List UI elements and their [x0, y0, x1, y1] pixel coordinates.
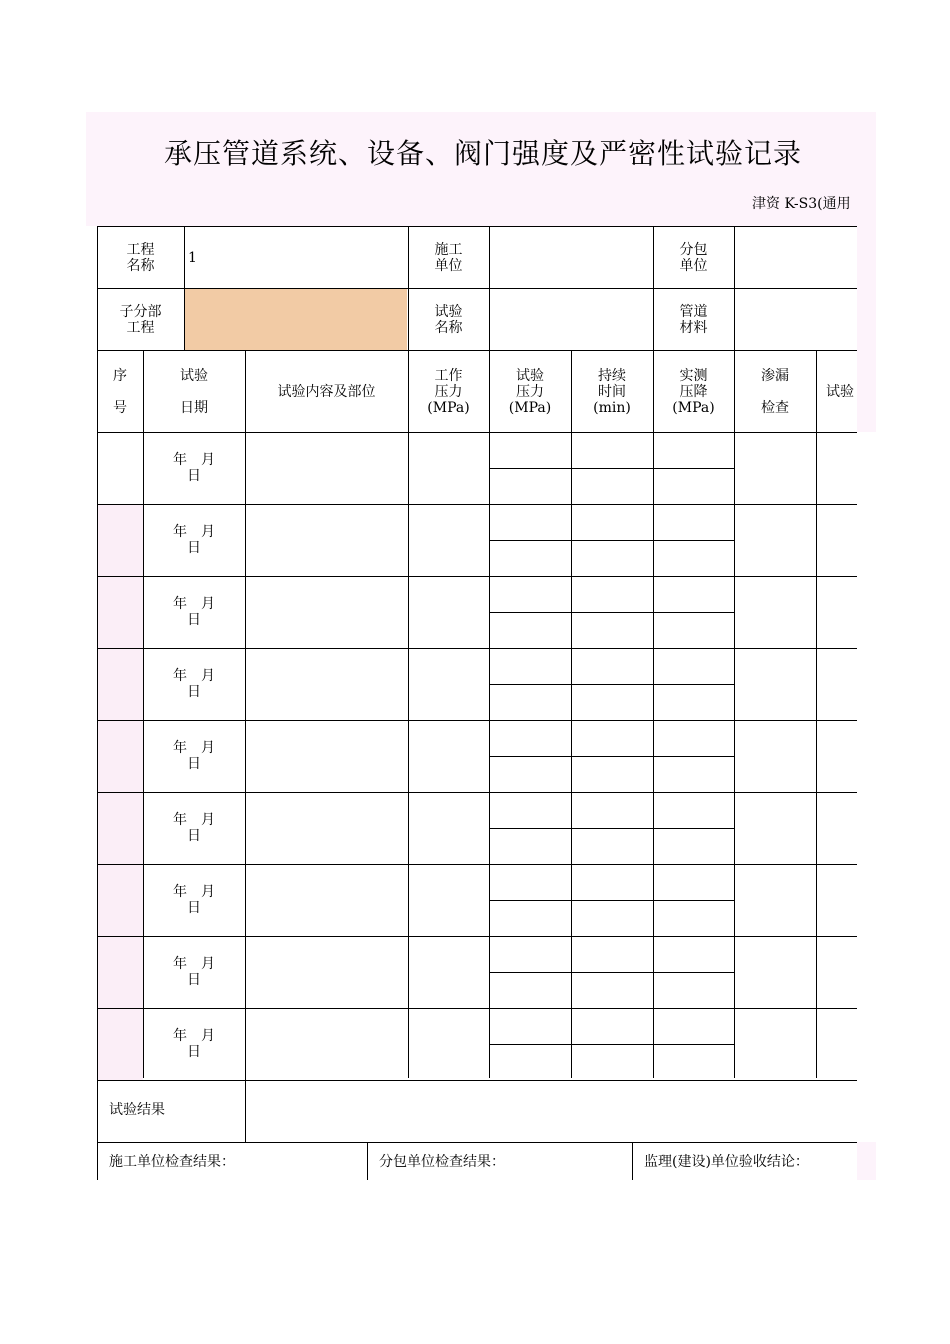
h-line — [97, 720, 857, 721]
col-test-pressure: 试验 压力 (MPa) — [508, 367, 552, 416]
seq-cell[interactable] — [97, 504, 143, 576]
v-line — [184, 226, 185, 350]
v-line — [97, 226, 98, 1180]
h-line — [97, 648, 857, 649]
h-line — [97, 350, 857, 351]
date-cell[interactable]: 年 月 日 — [173, 524, 215, 556]
right-tint-footer — [857, 1142, 876, 1180]
form-code: 津资 K-S3(通用 — [752, 196, 851, 212]
col-leak-check: 渗漏 检查 — [761, 367, 789, 416]
h-line — [97, 226, 857, 227]
h-line — [97, 936, 857, 937]
v-line — [632, 1142, 633, 1180]
date-cell[interactable]: 年 月 日 — [173, 668, 215, 700]
seq-cell[interactable] — [97, 864, 143, 936]
h-line — [489, 972, 734, 973]
col-work-pressure: 工作 压力 (MPa) — [427, 367, 470, 416]
h-line — [489, 612, 734, 613]
col-test-result: 试验 — [826, 383, 854, 400]
seq-cell[interactable] — [97, 1008, 143, 1080]
v-line — [653, 350, 654, 1078]
col-seq: 序 号 — [113, 367, 127, 416]
h-line — [489, 540, 734, 541]
h-line — [489, 1044, 734, 1045]
h-line — [97, 288, 857, 289]
h-line — [489, 828, 734, 829]
test-name-value[interactable] — [489, 289, 652, 351]
h-line — [97, 432, 857, 433]
col-date: 试验 日期 — [180, 367, 208, 416]
construction-unit-label: 施工 单位 — [434, 242, 463, 274]
h-line — [97, 1142, 857, 1143]
date-cell[interactable]: 年 月 日 — [173, 956, 215, 988]
date-cell[interactable]: 年 月 日 — [173, 452, 215, 484]
date-cell[interactable]: 年 月 日 — [173, 596, 215, 628]
col-content: 试验内容及部位 — [277, 383, 376, 400]
subcontract-unit-label: 分包 单位 — [679, 242, 708, 274]
col-duration: 持续 时间 (min) — [593, 367, 631, 416]
seq-cell[interactable] — [97, 936, 143, 1008]
date-cell[interactable]: 年 月 日 — [173, 1028, 215, 1060]
seq-cell[interactable] — [97, 792, 143, 864]
h-line — [489, 900, 734, 901]
seq-cell[interactable] — [97, 720, 143, 792]
result-value[interactable] — [245, 1078, 857, 1142]
form-title: 承压管道系统、设备、阀门强度及严密性试验记录 — [164, 137, 803, 170]
h-line — [97, 1080, 857, 1081]
result-label: 试验结果 — [109, 1102, 165, 1118]
h-line — [97, 1008, 857, 1009]
supervision-conclusion: 监理(建设)单位验收结论： — [644, 1153, 809, 1170]
h-line — [97, 864, 857, 865]
date-cell[interactable]: 年 月 日 — [173, 812, 215, 844]
v-line — [489, 226, 490, 350]
h-line — [489, 756, 734, 757]
h-line — [489, 684, 734, 685]
v-line — [408, 226, 409, 350]
v-line — [143, 350, 144, 1078]
v-line — [734, 226, 735, 350]
sub-project-value[interactable] — [184, 289, 407, 351]
v-line — [245, 350, 246, 1078]
h-line — [97, 792, 857, 793]
date-cell[interactable]: 年 月 日 — [173, 740, 215, 772]
v-line — [734, 350, 735, 1078]
h-line — [489, 468, 734, 469]
subcontract-check: 分包单位检查结果： — [379, 1153, 505, 1170]
pipe-material-value[interactable] — [734, 289, 857, 351]
pipe-material-label: 管道 材料 — [679, 304, 708, 336]
col-pressure-drop: 实测 压降 (MPa) — [672, 367, 715, 416]
v-line — [653, 226, 654, 350]
h-line — [97, 576, 857, 577]
v-line — [489, 350, 490, 1078]
subcontract-unit-value[interactable] — [734, 227, 857, 289]
v-line — [367, 1142, 368, 1180]
project-name-label: 工程 名称 — [126, 242, 155, 274]
h-line — [97, 504, 857, 505]
v-line — [408, 350, 409, 1078]
v-line — [571, 350, 572, 1078]
construction-unit-value[interactable] — [489, 227, 652, 289]
construction-check: 施工单位检查结果： — [109, 1153, 235, 1170]
seq-cell[interactable] — [97, 576, 143, 648]
test-name-label: 试验 名称 — [434, 304, 463, 336]
v-line — [816, 350, 817, 1078]
project-name-value[interactable]: 1 — [188, 250, 197, 266]
v-line — [245, 1078, 246, 1142]
sub-project-label: 子分部 工程 — [119, 304, 162, 336]
seq-cell[interactable] — [97, 648, 143, 720]
date-cell[interactable]: 年 月 日 — [173, 884, 215, 916]
